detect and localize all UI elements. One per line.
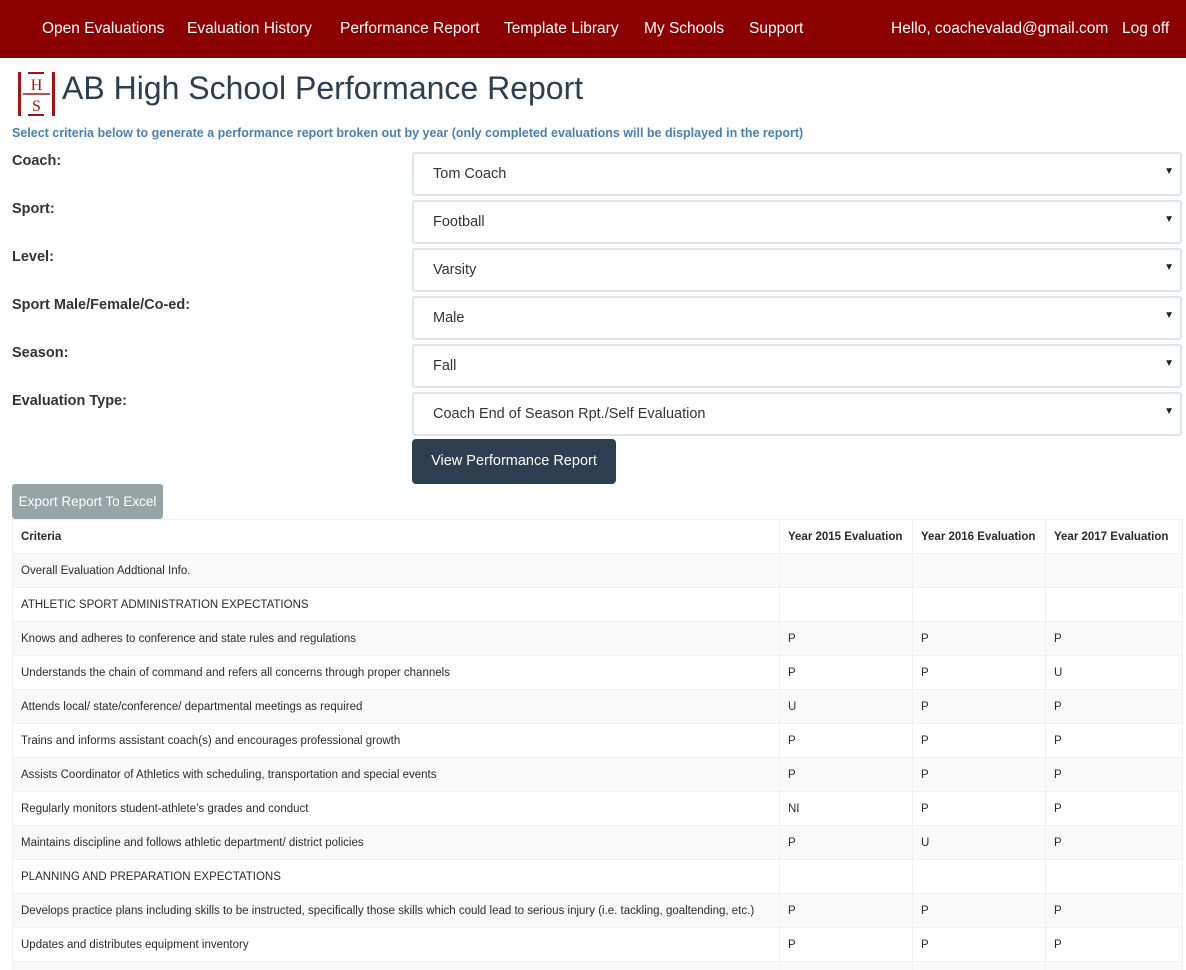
year-2017-cell: P [1046,826,1183,860]
year-2015-cell [780,588,913,622]
gender-select[interactable] [412,296,1182,340]
year-2015-cell: U [780,690,913,724]
year-2017-cell [1046,588,1183,622]
nav-my-schools[interactable]: My Schools [644,20,725,37]
year-2015-cell: P [780,894,913,928]
chevron-down-icon: ▼ [1164,262,1174,273]
year-2015-cell: P [780,656,913,690]
export-to-excel-button[interactable]: Export Report To Excel [12,484,163,519]
sport-select[interactable] [412,200,1182,244]
year-2016-cell: P [913,690,1046,724]
column-header-criteria: Criteria [13,520,780,554]
year-2016-cell [913,962,1046,970]
year-2017-cell [1046,860,1183,894]
gender-select-value: Male [433,310,465,326]
page-title: AB High School Performance Report [62,70,584,106]
table-row [13,724,1183,758]
year-2015-cell: P [780,826,913,860]
column-header-year-2016: Year 2016 Evaluation [913,520,1046,554]
sport-select-value: Football [433,214,485,230]
chevron-down-icon: ▼ [1164,166,1174,177]
coach-select[interactable] [412,152,1182,196]
performance-report-table [12,519,1183,970]
table-row [13,962,1183,970]
table-row [13,758,1183,792]
year-2016-cell: P [913,792,1046,826]
year-2017-cell: P [1046,792,1183,826]
criteria-cell: Overall Evaluation Addtional Info. [13,554,780,588]
criteria-cell [13,962,780,970]
nav-performance-report[interactable]: Performance Report [340,20,480,37]
criteria-cell: Assists Coordinator of Athletics with scheduling, transportation and special events [13,758,780,792]
table-row [13,792,1183,826]
chevron-down-icon: ▼ [1164,310,1174,321]
table-header-row [13,520,1183,554]
nav-user-greeting[interactable]: Hello, coachevalad@gmail.com [891,20,1109,37]
criteria-cell: Maintains discipline and follows athletic department/ district policies [13,826,780,860]
chevron-down-icon: ▼ [1164,406,1174,417]
criteria-cell: Understands the chain of command and refers all concerns through proper channels [13,656,780,690]
sport-label: Sport: [12,201,55,217]
level-select[interactable] [412,248,1182,292]
season-select-value: Fall [433,358,457,374]
year-2015-cell [780,554,913,588]
view-performance-report-button[interactable]: View Performance Report [412,439,616,484]
criteria-cell: ATHLETIC SPORT ADMINISTRATION EXPECTATIONS [13,588,780,622]
svg-text:H: H [30,77,43,94]
table-row [13,894,1183,928]
page-subtitle: Select criteria below to generate a performance report broken out by year (only completed evaluations will be displayed in the report) [12,126,804,140]
evaluation-type-select[interactable] [412,392,1182,436]
year-2017-cell: U [1046,656,1183,690]
table-row [13,622,1183,656]
criteria-cell: PLANNING AND PREPARATION EXPECTATIONS [13,860,780,894]
year-2017-cell [1046,554,1183,588]
level-select-value: Varsity [433,262,477,278]
svg-text:S: S [32,98,41,115]
column-header-year-2017: Year 2017 Evaluation [1046,520,1183,554]
year-2017-cell: P [1046,894,1183,928]
season-label: Season: [12,345,69,361]
year-2016-cell: P [913,894,1046,928]
year-2016-cell: P [913,656,1046,690]
criteria-cell: Regularly monitors student-athlete’s grades and conduct [13,792,780,826]
table-row [13,656,1183,690]
year-2017-cell [1046,962,1183,970]
year-2015-cell: P [780,758,913,792]
table-row [13,588,1183,622]
evaluation-type-select-value: Coach End of Season Rpt./Self Evaluation [433,406,706,422]
year-2015-cell: P [780,928,913,962]
level-label: Level: [12,249,54,265]
nav-template-library[interactable]: Template Library [504,20,619,37]
year-2016-cell: P [913,724,1046,758]
year-2015-cell: P [780,724,913,758]
criteria-cell: Develops practice plans including skills to be instructed, specifically those skills which could lead to serious injury (i.e. tackling, goaltending, etc.) [13,894,780,928]
year-2015-cell: P [780,622,913,656]
chevron-down-icon: ▼ [1164,358,1174,369]
year-2015-cell [780,860,913,894]
criteria-cell: Knows and adheres to conference and state rules and regulations [13,622,780,656]
criteria-cell: Updates and distributes equipment inventory [13,928,780,962]
table-row [13,690,1183,724]
gender-label: Sport Male/Female/Co-ed: [12,297,191,313]
year-2017-cell: P [1046,724,1183,758]
table-row [13,860,1183,894]
year-2015-cell: NI [780,792,913,826]
year-2016-cell: U [913,826,1046,860]
year-2016-cell: P [913,622,1046,656]
nav-log-off[interactable]: Log off [1122,20,1170,37]
table-row [13,826,1183,860]
top-navbar [0,0,1186,58]
year-2016-cell [913,588,1046,622]
year-2017-cell: P [1046,622,1183,656]
year-2017-cell: P [1046,928,1183,962]
year-2016-cell: P [913,758,1046,792]
criteria-cell: Attends local/ state/conference/ departmental meetings as required [13,690,780,724]
nav-open-evaluations[interactable]: Open Evaluations [42,20,165,37]
column-header-year-2015: Year 2015 Evaluation [780,520,913,554]
evaluation-type-label: Evaluation Type: [12,393,127,409]
chevron-down-icon: ▼ [1164,214,1174,225]
year-2016-cell: P [913,928,1046,962]
year-2016-cell [913,860,1046,894]
hs-monogram-logo [16,71,57,117]
year-2017-cell: P [1046,758,1183,792]
nav-evaluation-history[interactable]: Evaluation History [187,20,312,37]
table-row [13,928,1183,962]
year-2016-cell [913,554,1046,588]
nav-support[interactable]: Support [749,20,804,37]
season-select[interactable] [412,344,1182,388]
table-row [13,554,1183,588]
coach-label: Coach: [12,153,62,169]
criteria-cell: Trains and informs assistant coach(s) and encourages professional growth [13,724,780,758]
coach-select-value: Tom Coach [433,166,507,182]
year-2015-cell [780,962,913,970]
year-2017-cell: P [1046,690,1183,724]
